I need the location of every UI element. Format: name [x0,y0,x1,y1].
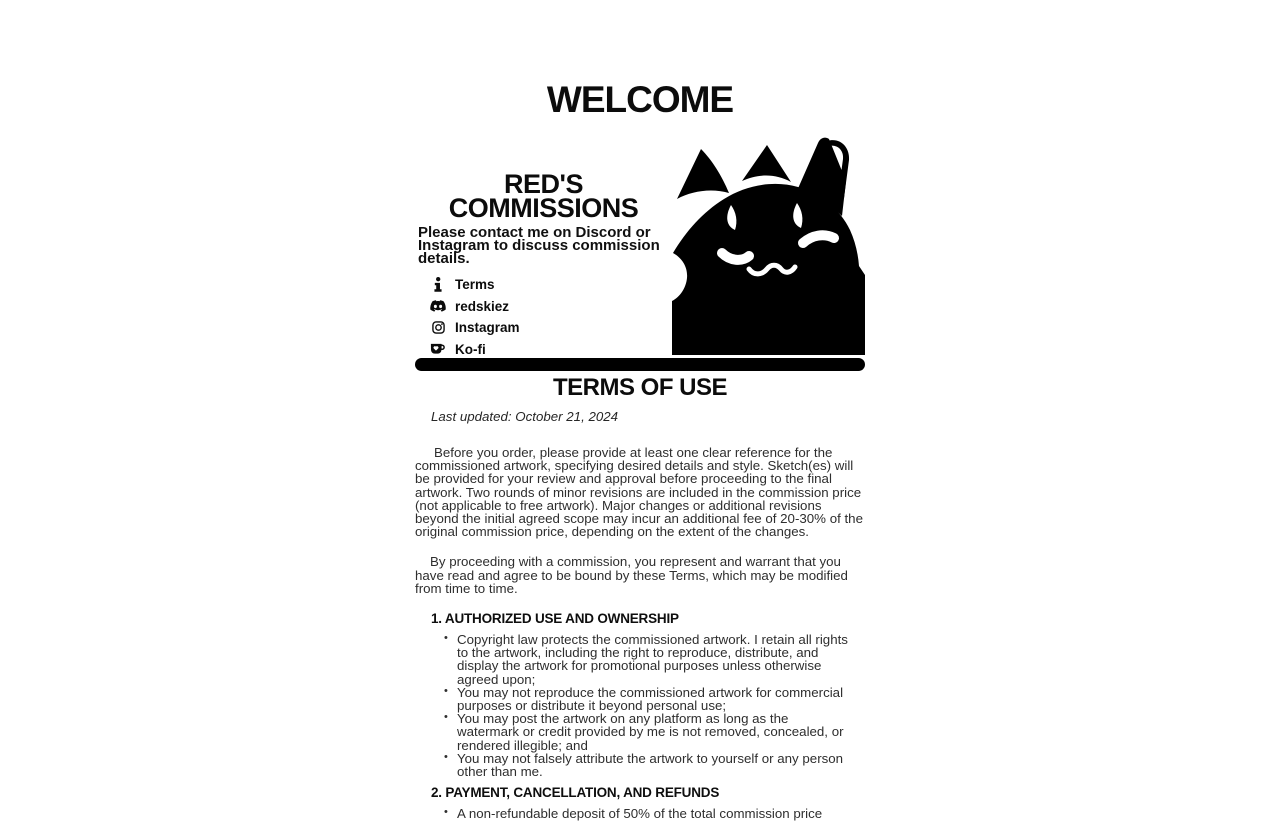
terms-agreement-paragraph: By proceeding with a commission, you represent and warrant that you have read and agree to be bound by these Terms, which may be modified from time to time. [415,554,848,596]
profile-heading-line: RED'S [504,169,583,199]
profile-section [415,136,865,355]
contact-note [415,226,672,265]
section-heading-authorized-use: 1. AUTHORIZED USE AND OWNERSHIP [431,611,679,627]
terms-intro-paragraph: Before you order, please provide at least one clear reference for the commissioned artwork, specifying desired details and style. Sketch(es) will be provided for your review and approval before proceeding to the final artwork. Two rounds of minor revisions are included in the commission price (not applicable to free artwork). Major changes or additional revisions beyond the initial agreed scope may incur an additional fee of 20-30% of the original commission price, depending on the extent of the changes. [415,445,863,540]
content-column [415,0,865,820]
info-icon [430,277,446,292]
section-heading-payment: 2. PAYMENT, CANCELLATION, AND REFUNDS [431,785,720,801]
list-item: • Copyright law protects the commissioned artwork. I retain all rights to the artwork, including the right to reproduce, distribute, and display the artwork for promotional purposes unless otherwise agreed upon; [442,633,849,686]
list-item: • You may not reproduce the commissioned artwork for commercial purposes or distribute it beyond personal use; [442,686,849,712]
profile-heading [415,169,672,223]
link-kofi[interactable] [430,339,672,361]
profile-info [415,136,672,355]
list-item: • You may post the artwork on any platform as long as the watermark or credit provided by me is not removed, concealed, or rendered illegible; and [442,712,849,752]
page-title: WELCOME [546,79,734,120]
link-discord[interactable] [430,296,672,318]
link-label: redskiez [455,298,510,314]
link-label: Terms [455,277,495,293]
list-item: • A non-refundable deposit of 50% of the total commission price [442,807,849,820]
contact-note-line: Please contact me on Discord or [418,224,651,241]
last-updated-text: Last updated: October 21, 2024 [431,409,619,424]
contact-note-line: details. [418,250,470,267]
terms-of-use-title: TERMS OF USE [552,374,727,401]
cat-mascot-image [672,136,865,355]
links-list [415,274,672,360]
profile-heading-line: COMMISSIONS [448,193,639,223]
instagram-icon [430,321,446,334]
contact-note-line: Instagram to discuss commission [418,237,660,254]
section-payment-list [442,807,849,820]
link-terms[interactable] [430,274,672,296]
link-label: Instagram [455,320,520,336]
link-label: Ko-fi [455,341,486,357]
section-authorized-use-list [442,633,849,778]
list-item: • You may not falsely attribute the artwork to yourself or any person other than me. [442,752,849,778]
kofi-icon [430,343,446,355]
link-instagram[interactable] [430,317,672,339]
discord-icon [430,300,446,312]
